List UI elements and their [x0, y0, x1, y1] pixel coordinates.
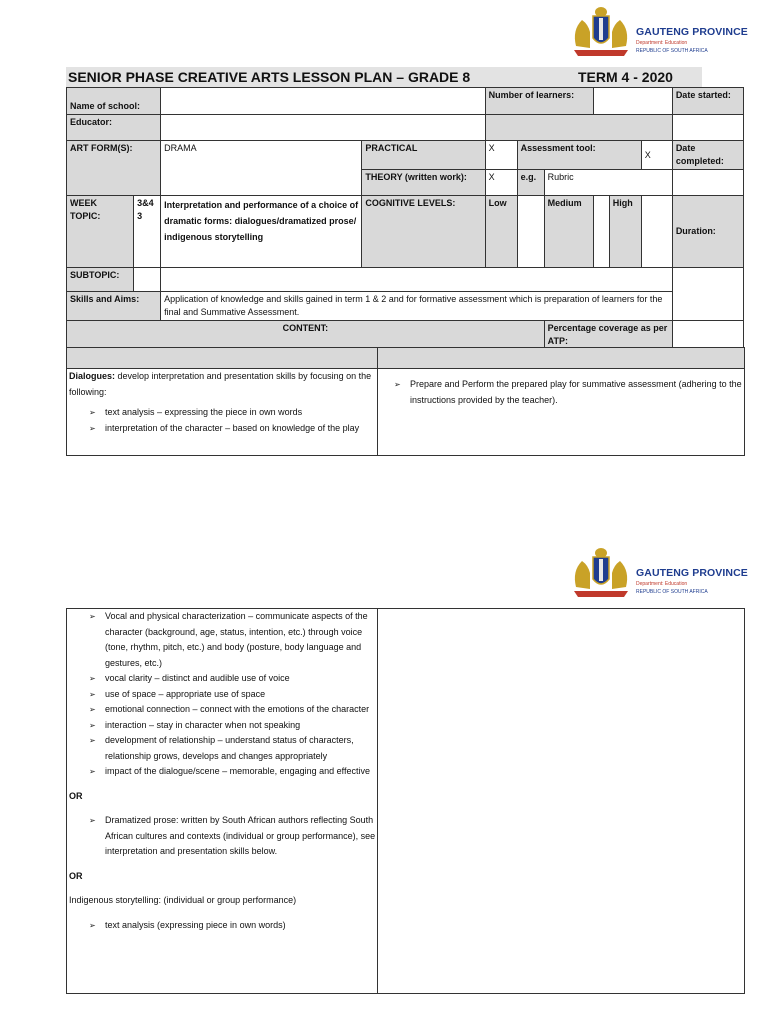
skills-aims-text: Application of knowledge and skills gained in term 1 & 2 and for formative assessment which is preparation of learners for the final and Summative Assessment.	[161, 292, 673, 321]
logo-department: Department: Education	[636, 40, 688, 46]
dialogues-paragraph	[69, 369, 377, 400]
dialogues-text: develop interpretation and presentation skills by focusing on the following:	[69, 371, 372, 397]
logo-brand: GAUTENG PROVINCE	[636, 26, 748, 38]
characterization-list	[69, 609, 377, 780]
skills-aims-label: Skills and Aims:	[67, 292, 161, 321]
theory-mark: X	[485, 170, 517, 196]
eg-label: e.g.	[517, 170, 544, 196]
coat-of-arms-icon	[568, 2, 634, 60]
list-item: ➢ emotional connection – connect with the emotions of the character	[89, 702, 377, 718]
level-high: High	[609, 196, 641, 268]
name-of-school-field[interactable]	[161, 88, 485, 115]
topic-text: Interpretation and performance of a choice of dramatic forms: dialogues/dramatized prose/ indigenous storytelling	[161, 196, 362, 268]
lesson-plan-table	[66, 87, 744, 350]
duration-field[interactable]	[672, 268, 743, 321]
number-of-learners-field[interactable]	[593, 88, 672, 115]
theory-label: THEORY (written work):	[362, 170, 485, 196]
topic-number: 3	[137, 211, 143, 221]
perform-list	[378, 377, 744, 408]
art-forms-label: ART FORM(S):	[67, 141, 161, 196]
assessment-tool-label: Assessment tool:	[517, 141, 641, 170]
subtopic-blank	[134, 268, 161, 292]
percentage-coverage-field[interactable]	[672, 321, 743, 350]
level-low: Low	[485, 196, 517, 268]
subtopic-label: SUBTOPIC:	[67, 268, 134, 292]
educator-field[interactable]	[161, 115, 485, 141]
gauteng-logo-bottom	[568, 543, 768, 601]
practical-label: PRACTICAL	[362, 141, 485, 170]
percentage-coverage-label: Percentage coverage as per ATP:	[544, 321, 672, 350]
art-form-value: DRAMA	[161, 141, 362, 196]
cognitive-levels-label: COGNITIVE LEVELS:	[362, 196, 485, 268]
or-label: OR	[69, 870, 83, 881]
list-item: ➢ vocal clarity – distinct and audible use of voice	[89, 671, 377, 687]
logo-country: REPUBLIC OF SOUTH AFRICA	[636, 48, 708, 54]
content-left-2	[66, 608, 378, 994]
page-title	[66, 67, 702, 87]
level-medium-field[interactable]	[593, 196, 609, 268]
date-completed-field[interactable]	[672, 170, 743, 196]
name-of-school-label: Name of school:	[67, 88, 161, 115]
list-item: ➢ impact of the dialogue/scene – memorable, engaging and effective	[89, 764, 377, 780]
title-term: TERM 4 - 2020	[578, 69, 673, 85]
level-high-field[interactable]	[641, 196, 672, 268]
topic-label: TOPIC:	[70, 211, 101, 221]
week-number: 3&4	[137, 198, 154, 208]
educator-label: Educator:	[67, 115, 161, 141]
content-gray-bar-left	[66, 347, 378, 369]
list-item: ➢ development of relationship – understand status of characters, relationship grows, develops and changes appropriately	[89, 733, 377, 764]
week-label: WEEK	[70, 198, 97, 208]
date-started-label: Date started:	[672, 88, 743, 115]
list-item: ➢ Dramatized prose: written by South African authors reflecting South African cultures and contexts (individual or group performance), see interpretation and presentation skills below.	[89, 813, 377, 860]
date-started-field[interactable]	[672, 115, 743, 141]
subtopic-field[interactable]	[161, 268, 673, 292]
or-label: OR	[69, 790, 83, 801]
logo-country: REPUBLIC OF SOUTH AFRICA	[636, 589, 708, 595]
coat-of-arms-icon	[568, 543, 634, 601]
list-item: ➢ Vocal and physical characterization – communicate aspects of the character (background, age, status, intention, etc.) through voice (tone, rhythm, pitch, etc.) and body (posture, body language and gestures, etc.)	[89, 609, 377, 671]
title-main: SENIOR PHASE CREATIVE ARTS LESSON PLAN – GRADE 8	[68, 69, 471, 85]
prose-list	[69, 813, 377, 860]
level-low-field[interactable]	[517, 196, 544, 268]
list-item: ➢ use of space – appropriate use of space	[89, 687, 377, 703]
week-topic-number	[134, 196, 161, 268]
storytelling-list	[69, 918, 377, 934]
list-item: ➢ text analysis (expressing piece in own words)	[89, 918, 377, 934]
number-of-learners-label: Number of learners:	[485, 88, 593, 115]
logo-department: Department: Education	[636, 581, 688, 587]
week-topic-label	[67, 196, 134, 268]
list-item: ➢ interpretation of the character – based on knowledge of the play	[89, 421, 377, 437]
duration-label: Duration:	[672, 196, 743, 268]
list-item: ➢ text analysis – expressing the piece in own words	[89, 405, 377, 421]
practical-mark: X	[485, 141, 517, 170]
level-medium: Medium	[544, 196, 593, 268]
educator-blank	[485, 115, 672, 141]
list-item: ➢ Prepare and Perform the prepared play for summative assessment (adhering to the instructions provided by the teacher).	[394, 377, 744, 408]
dialogues-label: Dialogues:	[69, 371, 116, 381]
gauteng-logo-top	[568, 2, 768, 60]
date-completed-label: Date completed:	[672, 141, 743, 170]
list-item: ➢ interaction – stay in character when not speaking	[89, 718, 377, 734]
dialogues-list	[69, 405, 377, 436]
logo-brand: GAUTENG PROVINCE	[636, 567, 748, 579]
assessment-mark: X	[641, 141, 672, 170]
content-header: CONTENT:	[67, 321, 545, 350]
content-right-1	[377, 368, 745, 456]
rubric-value: Rubric	[544, 170, 672, 196]
content-right-2	[377, 608, 745, 994]
content-left-1	[66, 368, 378, 456]
content-gray-bar-right	[377, 347, 745, 369]
storytelling-text: Indigenous storytelling: (individual or group performance)	[69, 895, 297, 905]
